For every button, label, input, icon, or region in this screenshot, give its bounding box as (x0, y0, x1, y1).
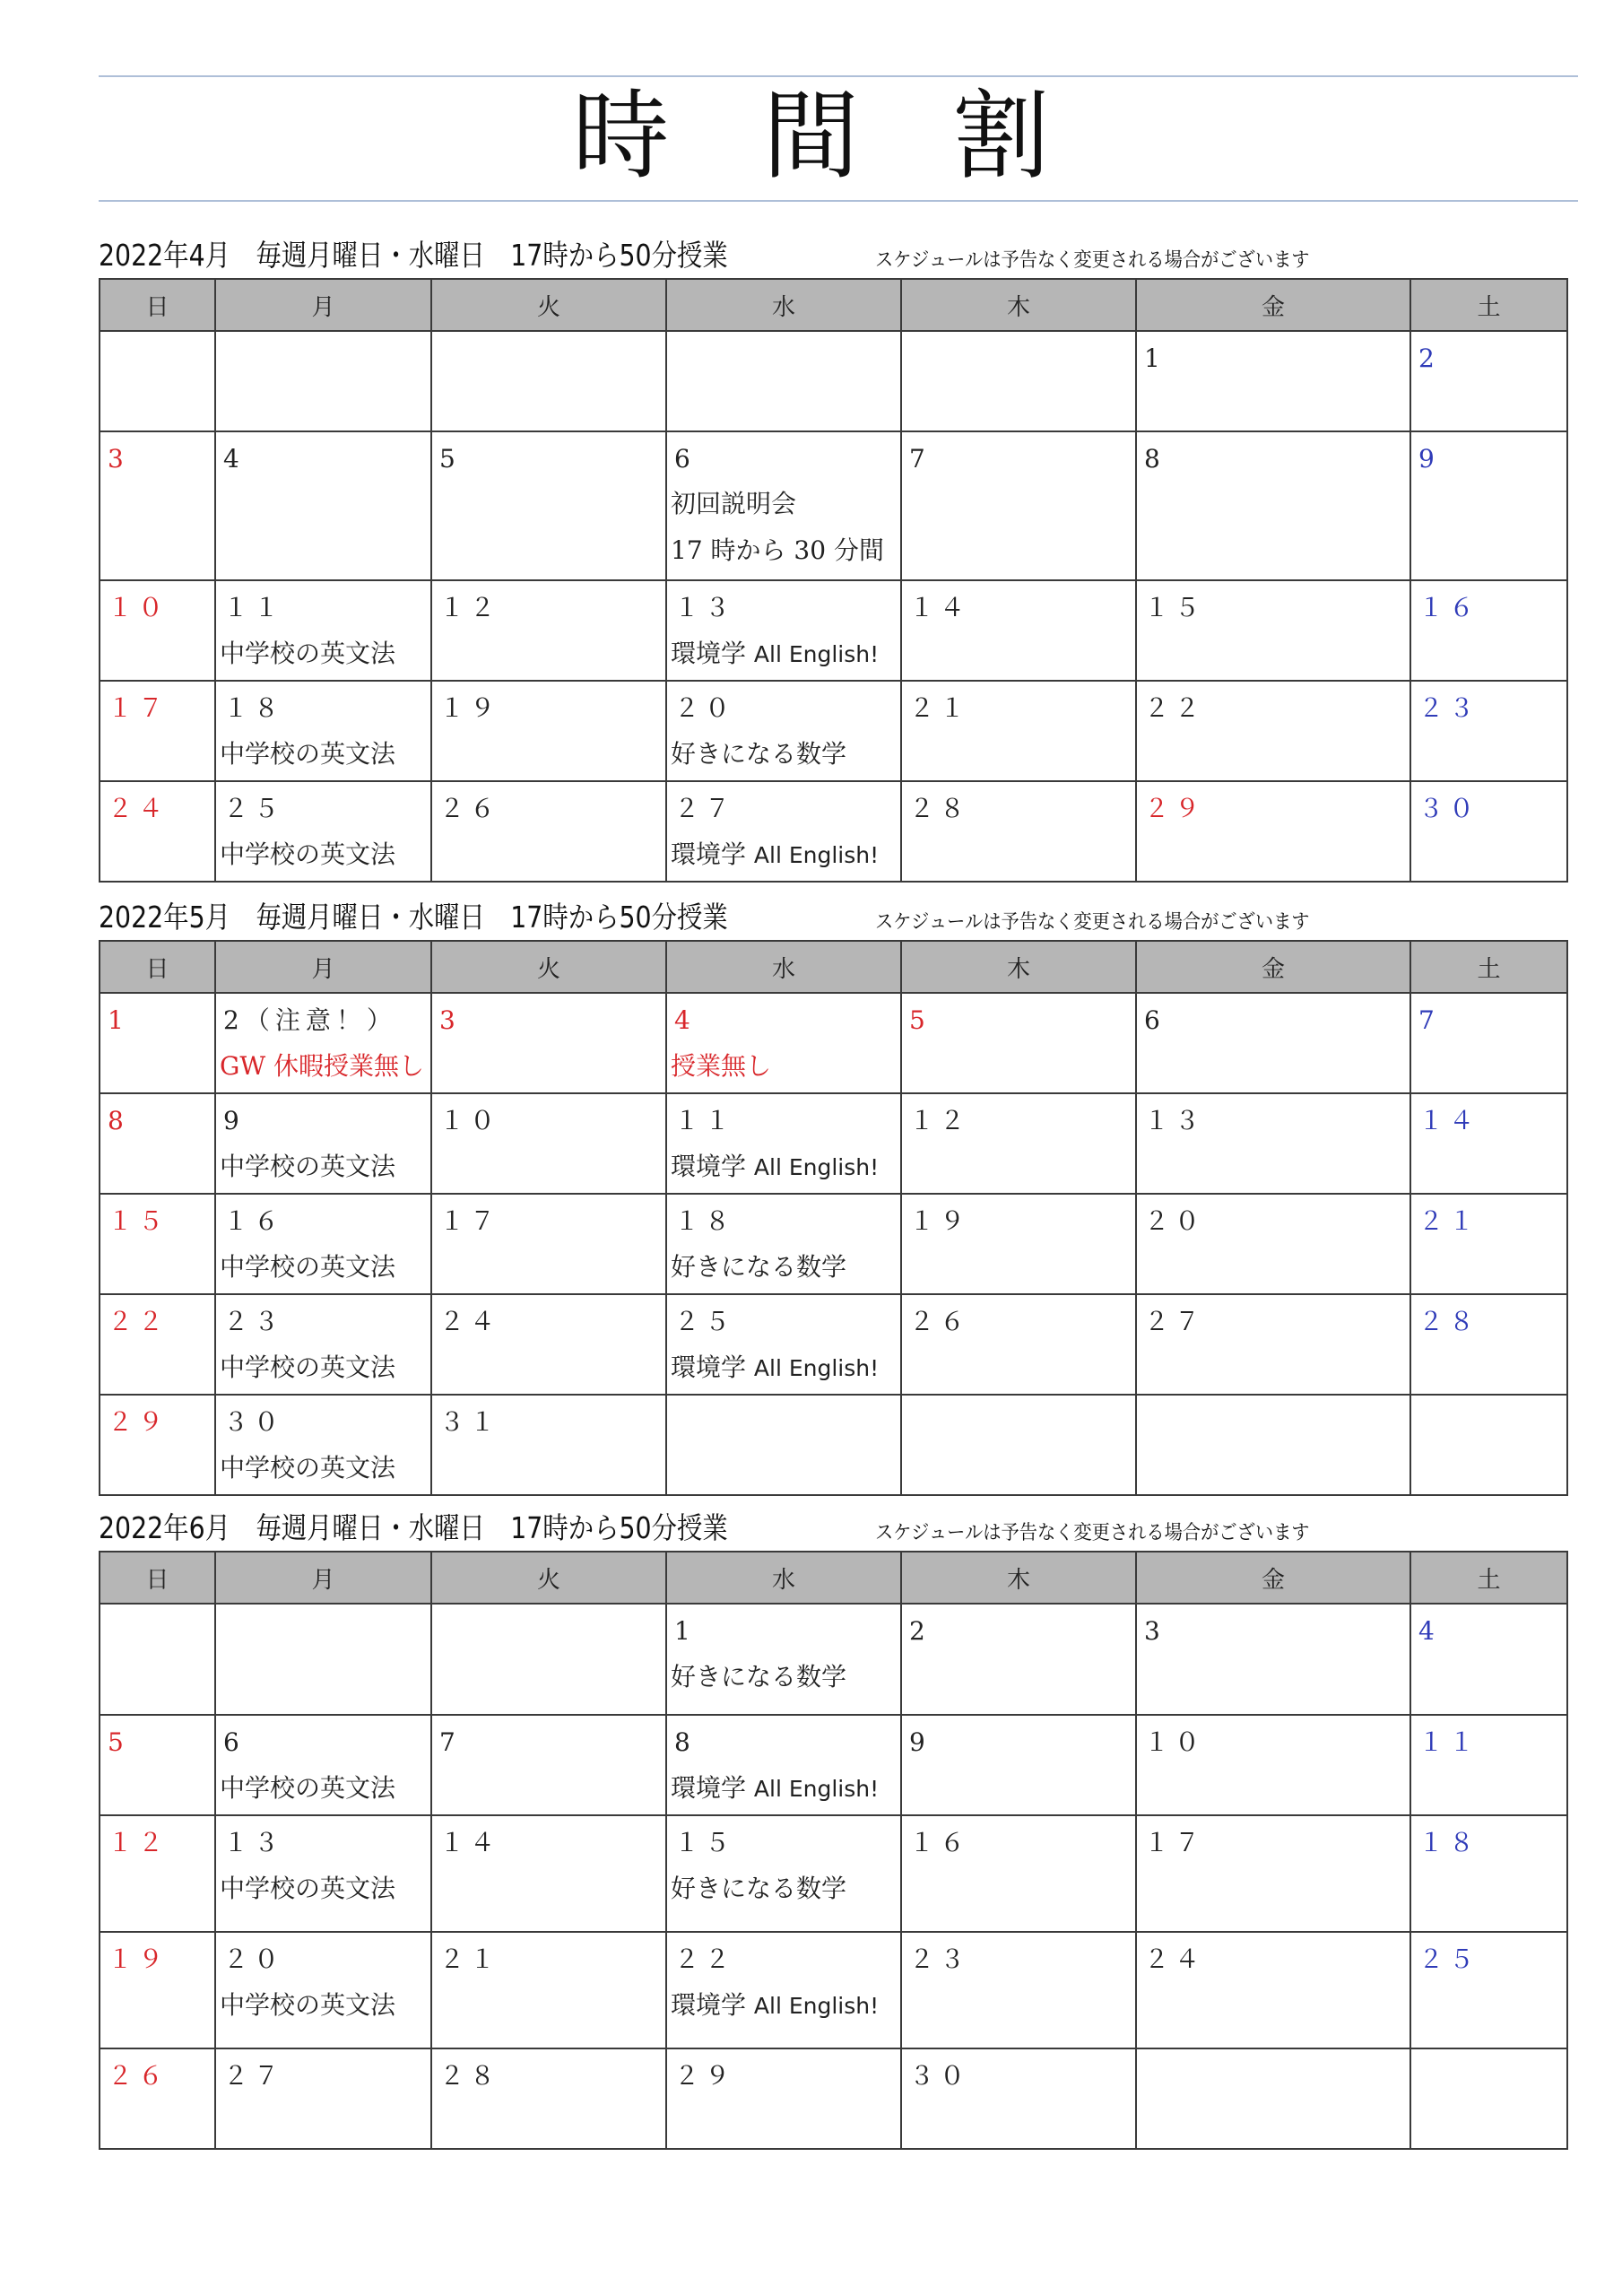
day-cell (1410, 2048, 1567, 2149)
day-cell (100, 681, 215, 781)
week-row (100, 2048, 1567, 2149)
day-number: ２９ (108, 1407, 169, 1437)
month-header-text: 2022年6月 毎週月曜日・水曜日 17時から50分授業 (99, 1510, 728, 1545)
weekday-header: 日 (100, 941, 215, 993)
week-row (100, 681, 1567, 781)
weekday-header: 木 (901, 941, 1136, 993)
week-row (100, 1093, 1567, 1194)
day-cell (431, 1093, 666, 1194)
day-cell (1410, 431, 1567, 580)
class-event: 中学校の英文法 (220, 739, 396, 769)
day-number: ２５ (674, 1307, 736, 1336)
day-number (667, 332, 900, 380)
day-number: 3 (1144, 1616, 1166, 1646)
weekday-header: 土 (1410, 279, 1567, 331)
title-rule-bottom (99, 200, 1578, 202)
day-cell (666, 781, 901, 882)
month-header (99, 237, 1566, 278)
weekday-header: 木 (901, 1552, 1136, 1604)
day-number: １９ (108, 1944, 169, 1974)
week-row (100, 993, 1567, 1093)
day-number: ２２ (108, 1307, 169, 1336)
week-row (100, 580, 1567, 681)
day-number: ２５ (1418, 1944, 1480, 1974)
day-cell (666, 331, 901, 431)
day-number: １８ (674, 1206, 736, 1236)
day-cell (1136, 1604, 1410, 1715)
calendar-table (99, 1551, 1568, 2150)
day-cell (666, 993, 901, 1093)
schedule-notice: スケジュールは予告なく変更される場合がございます (875, 911, 1310, 934)
day-number: ２６ (439, 794, 501, 823)
weekday-header: 月 (215, 279, 431, 331)
day-cell (901, 2048, 1136, 2149)
day-number: １５ (674, 1828, 736, 1857)
day-cell (1136, 1093, 1410, 1194)
day-cell (1410, 1715, 1567, 1815)
week-row (100, 1194, 1567, 1294)
day-number: 3 (108, 444, 129, 474)
class-event: 好きになる数学 (671, 1252, 847, 1282)
day-cell (1410, 331, 1567, 431)
class-event: 環境学 All English! (671, 1990, 880, 2020)
class-event: 環境学 All English! (671, 1352, 880, 1382)
calendar-table (99, 940, 1568, 1496)
day-cell (901, 781, 1136, 882)
day-cell (1136, 1395, 1410, 1495)
day-cell (100, 1604, 215, 1715)
day-number: １３ (1144, 1106, 1206, 1135)
weekday-header: 火 (431, 279, 666, 331)
class-event: 中学校の英文法 (220, 1773, 396, 1803)
day-number: １６ (909, 1828, 971, 1857)
page-title (0, 77, 1622, 197)
day-number: 9 (223, 1106, 245, 1135)
class-event: 中学校の英文法 (220, 639, 396, 668)
day-number (1137, 1396, 1409, 1444)
week-row (100, 1294, 1567, 1395)
day-number: ２６ (108, 2061, 169, 2091)
class-event: 17 時から 30 分間 (671, 535, 884, 565)
day-cell (666, 1932, 901, 2048)
day-number: 5 (909, 1005, 931, 1035)
day-number: １１ (223, 593, 285, 622)
day-cell (901, 1194, 1136, 1294)
day-number: 7 (439, 1727, 461, 1757)
day-cell (431, 1932, 666, 2048)
month-june (99, 1509, 1566, 2150)
day-number: １５ (108, 1206, 169, 1236)
day-cell (215, 1715, 431, 1815)
day-number: ２９ (1144, 794, 1206, 823)
day-cell (901, 1932, 1136, 2048)
day-number: ３１ (439, 1407, 501, 1437)
day-number: ２２ (674, 1944, 736, 1974)
day-number: ２６ (909, 1307, 971, 1336)
weekday-header: 日 (100, 1552, 215, 1604)
day-number: 5 (108, 1727, 129, 1757)
day-number: 8 (108, 1106, 129, 1135)
day-cell (901, 1815, 1136, 1932)
class-event: 中学校の英文法 (220, 1352, 396, 1382)
day-cell (901, 331, 1136, 431)
day-cell (1136, 781, 1410, 882)
day-cell (215, 431, 431, 580)
day-number: ２０ (674, 693, 736, 723)
day-cell (100, 1093, 215, 1194)
day-cell (431, 1294, 666, 1395)
day-cell (431, 781, 666, 882)
day-number: ２０ (1144, 1206, 1206, 1236)
day-cell (1136, 1194, 1410, 1294)
class-event: 環境学 All English! (671, 1152, 880, 1181)
day-cell (215, 331, 431, 431)
day-cell (901, 431, 1136, 580)
day-cell (100, 1194, 215, 1294)
day-cell (666, 1395, 901, 1495)
day-cell (666, 2048, 901, 2149)
day-cell (100, 331, 215, 431)
day-cell (100, 1815, 215, 1932)
day-cell (1410, 1093, 1567, 1194)
day-number: ２９ (674, 2061, 736, 2091)
day-cell (215, 1395, 431, 1495)
day-cell (215, 1294, 431, 1395)
day-number: 4 (1418, 1616, 1440, 1646)
day-number: ２１ (1418, 1206, 1480, 1236)
day-number: ２４ (108, 794, 169, 823)
day-number: 6 (1144, 1005, 1166, 1035)
day-number: ２８ (1418, 1307, 1480, 1336)
day-cell (431, 1194, 666, 1294)
day-cell (215, 681, 431, 781)
day-cell (1136, 1815, 1410, 1932)
day-number: 1 (108, 1005, 129, 1035)
day-number: １１ (674, 1106, 736, 1135)
day-cell (901, 1294, 1136, 1395)
weekday-header-row (100, 1552, 1567, 1604)
day-cell (666, 1815, 901, 1932)
day-number: １６ (223, 1206, 285, 1236)
day-cell (1136, 331, 1410, 431)
day-cell (901, 993, 1136, 1093)
day-number: ２４ (1144, 1944, 1206, 1974)
day-cell (666, 1604, 901, 1715)
day-number (100, 1605, 214, 1653)
month-header (99, 1509, 1566, 1551)
day-cell (100, 1932, 215, 2048)
day-cell (1136, 431, 1410, 580)
class-event: 好きになる数学 (671, 1874, 847, 1903)
day-cell (431, 1395, 666, 1495)
day-cell (901, 681, 1136, 781)
week-row (100, 331, 1567, 431)
day-number: ２７ (223, 2061, 285, 2091)
class-event: 中学校の英文法 (220, 839, 396, 869)
day-cell (1410, 1815, 1567, 1932)
day-cell (1410, 781, 1567, 882)
month-may (99, 899, 1566, 1496)
weekday-header: 日 (100, 279, 215, 331)
day-cell (666, 580, 901, 681)
day-number: １４ (909, 593, 971, 622)
day-number: 9 (909, 1727, 931, 1757)
weekday-header: 土 (1410, 941, 1567, 993)
class-event: 環境学 All English! (671, 1773, 880, 1803)
class-event: 中学校の英文法 (220, 1874, 396, 1903)
day-number (1411, 1396, 1566, 1444)
day-number (216, 332, 430, 380)
day-cell (215, 1093, 431, 1194)
day-number (432, 332, 665, 380)
day-number: ２３ (909, 1944, 971, 1974)
day-cell (431, 993, 666, 1093)
day-number: １９ (439, 693, 501, 723)
day-cell (215, 993, 431, 1093)
day-number: １８ (223, 693, 285, 723)
day-cell (100, 580, 215, 681)
calendar-table (99, 278, 1568, 883)
weekday-header: 金 (1136, 279, 1410, 331)
weekday-header: 月 (215, 1552, 431, 1604)
day-cell (431, 431, 666, 580)
day-number: １２ (909, 1106, 971, 1135)
class-event: 好きになる数学 (671, 739, 847, 769)
day-number: ２５ (223, 794, 285, 823)
week-row (100, 781, 1567, 882)
day-number: １７ (1144, 1828, 1206, 1857)
week-row (100, 1395, 1567, 1495)
weekday-header: 水 (666, 279, 901, 331)
day-cell (100, 2048, 215, 2149)
day-cell (1410, 1932, 1567, 2048)
day-number (432, 1605, 665, 1653)
class-event: 中学校の英文法 (220, 1252, 396, 1282)
day-cell (215, 1815, 431, 1932)
schedule-notice: スケジュールは予告なく変更される場合がございます (875, 249, 1310, 272)
week-row (100, 1604, 1567, 1715)
day-number: ２０ (223, 1944, 285, 1974)
day-number: ２１ (439, 1944, 501, 1974)
day-cell (901, 580, 1136, 681)
day-cell (215, 781, 431, 882)
title-char: 時 (572, 81, 670, 193)
day-number: 8 (1144, 444, 1166, 474)
day-number: ２２ (1144, 693, 1206, 723)
day-cell (666, 431, 901, 580)
day-cell (901, 1715, 1136, 1815)
weekday-header: 火 (431, 1552, 666, 1604)
weekday-header: 火 (431, 941, 666, 993)
title-char: 割 (952, 81, 1050, 193)
weekday-header: 木 (901, 279, 1136, 331)
day-number (902, 1396, 1135, 1444)
month-header-text: 2022年4月 毎週月曜日・水曜日 17時から50分授業 (99, 238, 728, 273)
schedule-notice: スケジュールは予告なく変更される場合がございます (875, 1522, 1310, 1544)
day-number: １０ (108, 593, 169, 622)
day-cell (215, 580, 431, 681)
day-cell (901, 1604, 1136, 1715)
class-event: 中学校の英文法 (220, 1152, 396, 1181)
day-cell (1410, 580, 1567, 681)
day-number (1137, 2049, 1409, 2098)
day-number: １４ (439, 1828, 501, 1857)
day-cell (1136, 2048, 1410, 2149)
day-cell (431, 2048, 666, 2149)
title-char: 間 (762, 81, 860, 193)
day-number: １１ (1418, 1727, 1480, 1757)
day-cell (666, 1294, 901, 1395)
week-row (100, 1715, 1567, 1815)
class-event: 中学校の英文法 (220, 1990, 396, 2020)
day-number: １７ (108, 693, 169, 723)
day-cell (901, 1093, 1136, 1194)
day-number: １６ (1418, 593, 1480, 622)
day-cell (666, 1715, 901, 1815)
class-event: 授業無し (671, 1051, 772, 1081)
day-number: ２７ (674, 794, 736, 823)
day-number: ３０ (909, 2061, 971, 2091)
week-row (100, 1932, 1567, 2048)
day-cell (666, 1194, 901, 1294)
class-event: GW 休暇授業無し (220, 1051, 425, 1081)
day-cell (215, 1604, 431, 1715)
day-number: ２８ (909, 794, 971, 823)
class-event: 初回説明会 (671, 489, 797, 518)
day-cell (1410, 1395, 1567, 1495)
weekday-header: 金 (1136, 941, 1410, 993)
day-number: １３ (674, 593, 736, 622)
weekday-header-row (100, 279, 1567, 331)
day-number: １４ (1418, 1106, 1480, 1135)
day-cell (1136, 1294, 1410, 1395)
day-number: 8 (674, 1727, 696, 1757)
day-number: 5 (439, 444, 461, 474)
day-number: ２４ (439, 1307, 501, 1336)
day-cell (1136, 993, 1410, 1093)
day-number: 2 (1418, 344, 1440, 373)
day-number: 7 (1418, 1005, 1440, 1035)
day-number: １３ (223, 1828, 285, 1857)
day-number: １０ (439, 1106, 501, 1135)
month-header-text: 2022年5月 毎週月曜日・水曜日 17時から50分授業 (99, 900, 728, 935)
week-row (100, 431, 1567, 580)
weekday-header-row (100, 941, 1567, 993)
day-number: ２８ (439, 2061, 501, 2091)
day-cell (100, 1294, 215, 1395)
day-cell (1136, 1932, 1410, 2048)
class-event: 中学校の英文法 (220, 1453, 396, 1483)
day-cell (1410, 993, 1567, 1093)
day-cell (1136, 681, 1410, 781)
month-april (99, 237, 1566, 883)
day-number: １８ (1418, 1828, 1480, 1857)
day-cell (1410, 1194, 1567, 1294)
weekday-header: 土 (1410, 1552, 1567, 1604)
day-cell (1410, 681, 1567, 781)
day-cell (100, 781, 215, 882)
day-number: ２１ (909, 693, 971, 723)
day-cell (100, 1715, 215, 1815)
day-number: １５ (1144, 593, 1206, 622)
day-number: 9 (1418, 444, 1440, 474)
day-number: ３０ (223, 1407, 285, 1437)
class-event: 環境学 All English! (671, 639, 880, 668)
day-cell (1136, 580, 1410, 681)
day-cell (215, 1932, 431, 2048)
day-number: １０ (1144, 1727, 1206, 1757)
day-cell (431, 1815, 666, 1932)
day-number: １７ (439, 1206, 501, 1236)
day-number: ３０ (1418, 794, 1480, 823)
day-number: 2（注意！） (223, 1005, 397, 1035)
day-number: １９ (909, 1206, 971, 1236)
day-cell (901, 1395, 1136, 1495)
day-cell (100, 1395, 215, 1495)
day-cell (215, 2048, 431, 2149)
class-event: 好きになる数学 (671, 1662, 847, 1692)
day-number (100, 332, 214, 380)
weekday-header: 水 (666, 941, 901, 993)
day-number: １２ (108, 1828, 169, 1857)
day-cell (431, 1715, 666, 1815)
day-number: 3 (439, 1005, 461, 1035)
day-cell (431, 681, 666, 781)
day-cell (1410, 1294, 1567, 1395)
day-cell (215, 1194, 431, 1294)
day-number: 7 (909, 444, 931, 474)
day-cell (431, 580, 666, 681)
week-row (100, 1815, 1567, 1932)
weekday-header: 水 (666, 1552, 901, 1604)
day-number (216, 1605, 430, 1653)
day-cell (431, 331, 666, 431)
weekday-header: 月 (215, 941, 431, 993)
class-event: 環境学 All English! (671, 839, 880, 869)
day-cell (1410, 1604, 1567, 1715)
day-number: 2 (909, 1616, 931, 1646)
day-number: 4 (674, 1005, 696, 1035)
day-number: １２ (439, 593, 501, 622)
day-number (667, 1396, 900, 1444)
day-cell (1136, 1715, 1410, 1815)
day-number: 1 (674, 1616, 696, 1646)
month-header (99, 899, 1566, 940)
day-cell (666, 681, 901, 781)
day-cell (666, 1093, 901, 1194)
day-number: ２３ (223, 1307, 285, 1336)
day-number: 1 (1144, 344, 1166, 373)
day-cell (431, 1604, 666, 1715)
day-number: ２３ (1418, 693, 1480, 723)
day-cell (100, 431, 215, 580)
day-number: 6 (223, 1727, 245, 1757)
day-number: 4 (223, 444, 245, 474)
day-number: ２７ (1144, 1307, 1206, 1336)
day-cell (100, 993, 215, 1093)
day-number (1411, 2049, 1566, 2098)
day-number: 6 (674, 444, 696, 474)
weekday-header: 金 (1136, 1552, 1410, 1604)
day-number (902, 332, 1135, 380)
